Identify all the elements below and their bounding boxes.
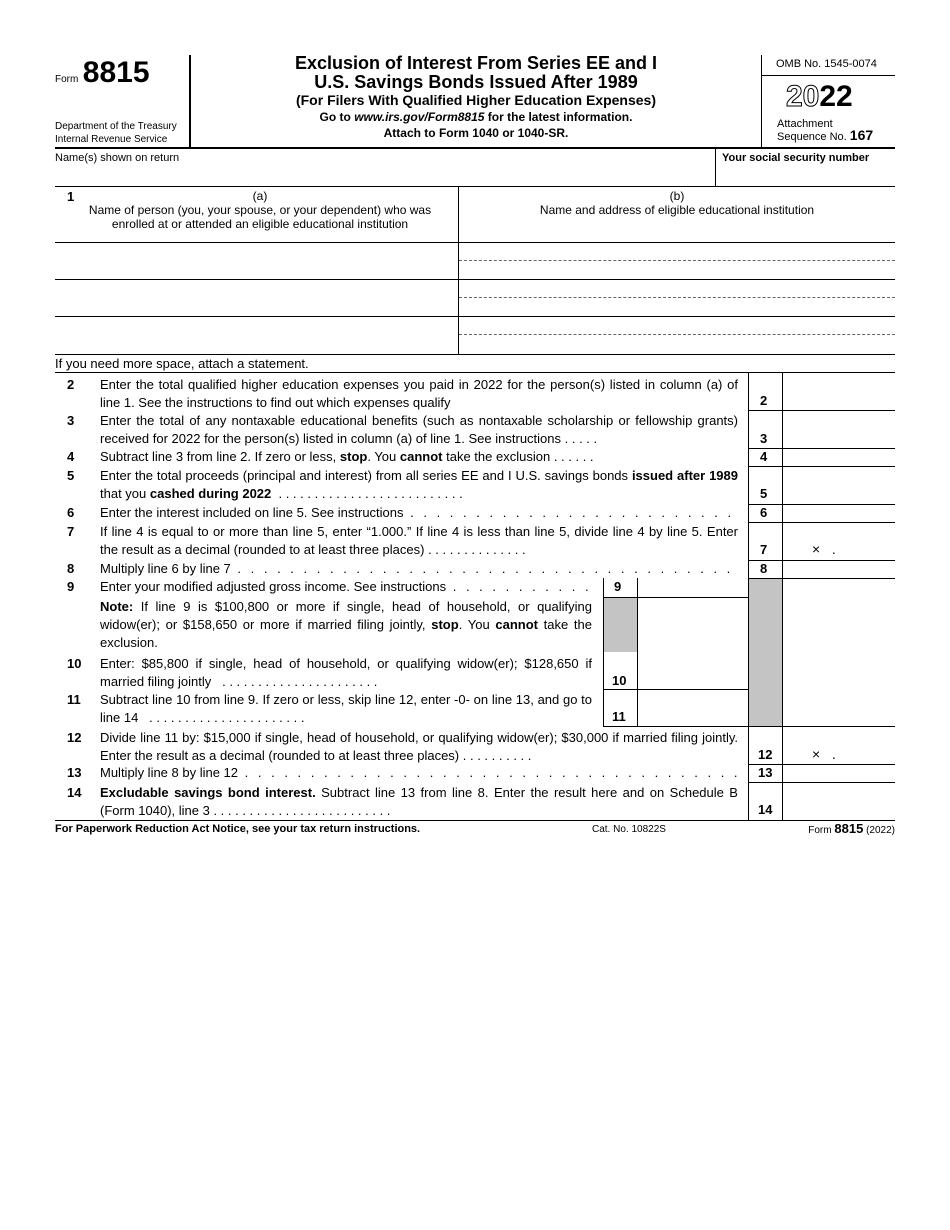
line2-amount-input[interactable] xyxy=(784,374,894,409)
line-number: 9 xyxy=(67,579,75,594)
form-label: Form xyxy=(55,74,79,85)
goto-url[interactable]: www.irs.gov/Form8815 xyxy=(354,110,485,124)
attach-line: Attach to Form 1040 or 1040-SR. xyxy=(383,126,569,140)
t: cannot xyxy=(495,617,538,632)
form-number-value: 8815 xyxy=(82,56,150,89)
title-line1: Exclusion of Interest From Series EE and I xyxy=(294,53,658,73)
dept-line1: Department of the Treasury xyxy=(55,121,177,132)
box-number: 7 xyxy=(760,542,768,557)
t: Note: xyxy=(100,599,134,614)
title-line2: U.S. Savings Bonds Issued After 1989 xyxy=(314,72,638,92)
t: cashed during 2022 xyxy=(149,486,272,501)
t: take the exclusion. xyxy=(100,617,593,650)
form-number xyxy=(55,56,150,90)
text: Multiply line 8 by line 12 . . . xyxy=(100,764,738,782)
box-number: 10 xyxy=(612,673,627,688)
box-number: 5 xyxy=(760,486,768,501)
line-number: 8 xyxy=(67,561,75,576)
line1-institution-input[interactable] xyxy=(460,244,894,352)
t: . You xyxy=(458,617,496,632)
paperwork-notice: For Paperwork Reduction Act Notice, see your tax return instructions. xyxy=(55,823,421,835)
box-number: 8 xyxy=(760,561,768,576)
tax-year xyxy=(786,80,853,114)
line1-col-a-header xyxy=(85,189,435,231)
line-text: Subtract line 10 from line 9. If zero or less, skip line 12, enter -0- on line 13, and go to line 14 . . . . . . . . . . . . . . . . . . . . . . xyxy=(100,692,592,725)
names-label: Name(s) shown on return xyxy=(55,152,180,164)
text: Enter the total qualified higher education expenses you paid in 2022 for the person(s) listed in column (a) of line 1. See the instructions to find out which expenses qualify xyxy=(100,377,738,410)
line11-amount-input[interactable] xyxy=(639,691,747,725)
t: Enter the total proceeds (principal and interest) from all series EE and I U.S. savings bonds xyxy=(100,468,632,483)
line10-amount-input[interactable] xyxy=(639,653,747,688)
line-text: Enter: $85,800 if single, head of household, or qualifying widow(er); $128,650 if married filing jointly . . . . . . . . . . . . . . . . . . . . . . xyxy=(100,656,592,689)
decimal-mark[interactable]: × . xyxy=(812,541,836,557)
line-text: Excludable savings bond interest. Subtract line 13 from line 8. Enter the result here and on Schedule B (Form 1040), line 3 . . . . . . . . . . . . . . . . . . . . . . . . . xyxy=(100,785,738,818)
ssn-label: Your social security number xyxy=(722,152,870,164)
dept-line2: Internal Revenue Service xyxy=(55,134,168,145)
line-number: 3 xyxy=(67,413,75,428)
shaded-area xyxy=(749,578,782,726)
t: that you xyxy=(100,486,150,501)
t: Subtract line 3 from line 2. If zero or less, xyxy=(100,449,340,464)
line-text xyxy=(100,560,738,578)
box-number: 11 xyxy=(612,709,626,724)
t: Subtract line 13 from line 8. Enter the result here and on Schedule B (Form 1040), line 3 xyxy=(100,785,738,818)
line-text: Enter the total proceeds (principal and interest) from all series EE and I U.S. savings bonds issued after 1989 that you cashed during 2022 . . . . . . . . . . . . . . . . . . . . . . . . . . xyxy=(100,468,738,501)
line13-amount-input[interactable] xyxy=(784,765,894,781)
text: Multiply line 6 by line 7 . . . xyxy=(100,560,738,578)
form-title xyxy=(191,54,761,141)
names-input[interactable] xyxy=(58,166,708,184)
more-space-note: If you need more space, attach a statement. xyxy=(55,356,309,371)
department xyxy=(55,120,177,146)
line8-amount-input[interactable] xyxy=(784,561,894,577)
text: Enter your modified adjusted gross income. See instructions . . . xyxy=(100,578,592,596)
line-text: Enter the total of any nontaxable educational benefits (such as nontaxable scholarship or fellowship grants) received for 2022 for the person(s) listed in column (a) of line 1. See instructions . . . . . xyxy=(100,413,738,446)
col-a-text: Name of person (you, your spouse, or your dependent) who was enrolled at or attended an eligible educational institution xyxy=(88,203,432,231)
line1-person-input-3[interactable] xyxy=(56,318,456,352)
t: Excludable savings bond interest. xyxy=(100,785,316,800)
line-text xyxy=(100,504,738,522)
footer-form xyxy=(808,821,895,836)
box-number: 3 xyxy=(760,431,768,446)
goto-prefix: Go to xyxy=(319,110,355,124)
box-number: 14 xyxy=(758,802,773,817)
line-text: Subtract line 3 from line 2. If zero or less, stop. You cannot take the exclusion . . . . . . xyxy=(100,449,594,464)
text: Enter: $85,800 if single, head of household, or qualifying widow(er); $128,650 if married filing jointly xyxy=(100,656,592,689)
t: issued after 1989 xyxy=(631,468,738,483)
line-number: 10 xyxy=(67,656,82,671)
t: stop xyxy=(339,449,368,464)
text: If line 4 is equal to or more than line 5, enter “1.000.” If line 4 is less than line 5, divide line 4 by line 5. Enter the result as a decimal (rounded to at least three places) xyxy=(100,524,738,557)
t: Form xyxy=(808,825,832,836)
line1-col-b-header xyxy=(459,189,895,217)
line-text xyxy=(100,376,738,412)
note-text xyxy=(100,598,592,652)
box-number: 6 xyxy=(760,505,768,520)
text: Enter the total of any nontaxable educational benefits (such as nontaxable scholarship or fellowship grants) received for 2022 for the person(s) listed in column (a) of line 1. See instructions xyxy=(100,413,738,446)
line-number: 6 xyxy=(67,505,75,520)
line1-person-input-1[interactable] xyxy=(56,244,456,278)
line-text: Divide line 11 by: $15,000 if single, head of household, or qualifying widow(er); $30,000 if married filing jointly. Enter the result as a decimal (rounded to at least three places) . . . . . . . . . . xyxy=(100,730,738,763)
t: If line 9 is $100,800 or more if single, head of household, or qualifying widow(er); or $158,650 or more if married filing jointly, xyxy=(100,599,592,632)
box-number: 13 xyxy=(758,765,773,780)
t: 8815 xyxy=(834,821,864,836)
line-number: 2 xyxy=(67,377,75,392)
sequence-number: 167 xyxy=(849,127,874,143)
subtitle: (For Filers With Qualified Higher Education Expenses) xyxy=(295,92,657,108)
box-number: 4 xyxy=(760,449,768,464)
year-bold: 22 xyxy=(819,80,853,113)
col-b-letter: (b) xyxy=(669,189,685,203)
line3-amount-input[interactable] xyxy=(784,411,894,447)
decimal-mark[interactable]: × . xyxy=(812,746,836,762)
sequence-label: Sequence No. xyxy=(777,131,847,143)
line1-person-input-2[interactable] xyxy=(56,281,456,315)
catalog-number: Cat. No. 10822S xyxy=(592,824,666,835)
line-number: 12 xyxy=(67,730,82,745)
t: cannot xyxy=(399,449,443,464)
line-text xyxy=(100,578,592,596)
line-number: 13 xyxy=(67,765,82,780)
line14-amount-input[interactable] xyxy=(784,783,894,819)
shaded-note xyxy=(604,597,637,652)
box-number: 12 xyxy=(758,747,773,762)
col-b-text: Name and address of eligible educational institution xyxy=(539,203,815,217)
line1-number: 1 xyxy=(67,189,75,204)
t: take the exclusion xyxy=(442,449,551,464)
goto-line xyxy=(191,109,761,125)
t: (2022) xyxy=(866,825,895,836)
year-outline: 20 xyxy=(786,80,820,113)
line-text xyxy=(100,764,738,782)
line5-amount-input[interactable] xyxy=(784,467,894,503)
box-number: 2 xyxy=(760,393,768,408)
t: . You xyxy=(367,449,400,464)
goto-suffix: for the latest information. xyxy=(484,110,633,124)
line9-amount-input[interactable] xyxy=(639,579,747,596)
line-text: If line 4 is equal to or more than line 5, enter “1.000.” If line 4 is less than line 5, divide line 4 by line 5. Enter the result as a decimal (rounded to at least three places) . . . . . . . . . . . . . . xyxy=(100,524,738,557)
omb-number: OMB No. 1545-0074 xyxy=(776,58,877,70)
attachment-sequence xyxy=(777,119,873,143)
box-number: 9 xyxy=(614,579,622,594)
attachment-label: Attachment xyxy=(777,118,833,130)
line-number: 5 xyxy=(67,468,75,483)
line-number: 14 xyxy=(67,785,82,800)
line6-amount-input[interactable] xyxy=(784,505,894,521)
line-number: 7 xyxy=(67,524,75,539)
line4-amount-input[interactable] xyxy=(784,449,894,465)
ssn-input[interactable] xyxy=(722,166,892,184)
text: Divide line 11 by: $15,000 if single, head of household, or qualifying widow(er); $30,000 if married filing jointly. Enter the result as a decimal (rounded to at least three places) xyxy=(100,730,738,763)
line-number: 4 xyxy=(67,449,75,464)
t: stop xyxy=(431,617,459,632)
text: Subtract line 10 from line 9. If zero or less, skip line 12, enter -0- on line 13, and go to line 14 xyxy=(100,692,592,725)
text: Enter the interest included on line 5. See instructions . . . xyxy=(100,504,738,522)
col-a-letter: (a) xyxy=(252,189,268,203)
line-number: 11 xyxy=(67,692,81,707)
